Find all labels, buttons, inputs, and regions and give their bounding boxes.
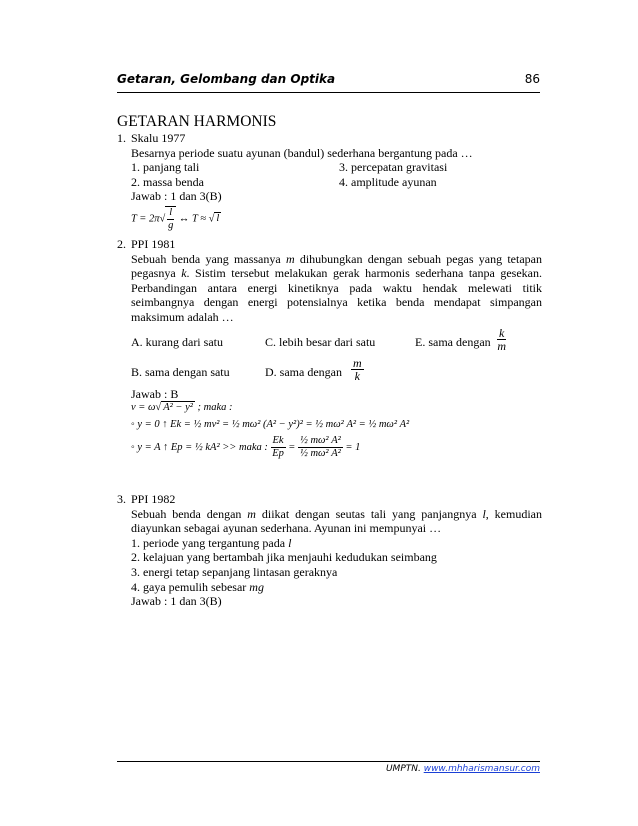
option-1: 1. periode yang tergantung pada l (131, 535, 292, 550)
option-4: 4. amplitude ayunan (339, 174, 437, 189)
option-3: 3. energi tetap sepanjang lintasan geraknya (131, 564, 338, 579)
formula-lhs: T = 2π (131, 213, 160, 225)
option-c: C. lebih besar dari satu (265, 334, 376, 349)
formula-den: g (168, 219, 174, 231)
formula-2: ◦ y = 0 ↑ Ek = ½ mv² = ½ mω² (A² − y²)² = ½ mω² A² = ½ mω² A² (131, 418, 410, 430)
formula: T = 2π√ $\frac{l}{g}$ ↔ T ≈ √ l (131, 206, 220, 231)
option-d: D. sama dengan (265, 364, 342, 379)
answer: Jawab : 1 dan 3(B) (131, 594, 222, 609)
header-title: Getaran, Gelombang dan Optika (117, 72, 336, 86)
answer: Jawab : B (131, 386, 179, 401)
question-number: 3. (117, 492, 126, 506)
answer: Jawab : 1 dan 3(B) (131, 189, 222, 204)
question-1 (117, 131, 542, 232)
option-1: 1. panjang tali (131, 160, 200, 175)
options-row-1 (131, 327, 542, 357)
formula-3: ◦ y = A ↑ Ep = ½ kA² >> maka : $\frac{Ek}{Ep}$ = $\frac{\text{½ mω² A²}}{\text{½ mω² A²}}$ = 1 (131, 435, 361, 460)
page-number: 86 (524, 72, 540, 86)
formula-1: v = ω√ A² − y² ; maka : (131, 402, 233, 414)
question-text: Sebuah benda yang massanya m dihubungkan dengan sebuah pegas yang tetapan pegasnya k. Sistim tersebut melakukan gerak harmonis sederhana tanpa gesekan. Perbandingan antara energi kinetiknya pada waktu hendak melewati titik seimbangnya dengan energi potensialnya ketika benda mendapat simpangan maksimum adalah … (131, 251, 542, 324)
question-2 (117, 237, 542, 460)
question-text: Sebuah benda dengan m diikat dengan seutas tali yang panjangnya l, kemudian diayunkan sebagai ayunan sederhana. Ayunan ini mempunyai … (131, 506, 542, 536)
section-title: GETARAN HARMONIS (117, 113, 277, 130)
option-2: 2. kelajuan yang bertambah jika menjauhi kedudukan seimbang (131, 550, 437, 565)
option-a: A. kurang dari satu (131, 334, 223, 349)
footer-link[interactable]: www.mhharismansur.com (423, 764, 540, 774)
footer-prefix: UMPTN. (385, 764, 424, 774)
option-e: E. sama dengan (415, 334, 491, 349)
option-3: 3. percepatan gravitasi (339, 160, 448, 175)
question-source: PPI 1981 (131, 237, 176, 251)
question-text: Besarnya periode suatu ayunan (bandul) sederhana bergantung pada … (131, 145, 473, 160)
question-source: Skalu 1977 (131, 131, 186, 145)
page-footer (117, 761, 540, 774)
formula-num: l (169, 206, 173, 218)
question-number: 2. (117, 237, 126, 251)
option-d-fraction: $\frac{m}{k}$ (353, 355, 362, 383)
option-e-fraction: $\frac{k}{m}$ (497, 325, 506, 353)
formula-rhs-var: l (216, 213, 220, 225)
formula-rhs: ↔ T ≈ √ (178, 213, 215, 225)
question-source: PPI 1982 (131, 492, 176, 506)
option-2: 2. massa benda (131, 174, 204, 189)
option-4: 4. gaya pemulih sebesar mg (131, 579, 264, 594)
option-b: B. sama dengan satu (131, 364, 230, 379)
question-number: 1. (117, 131, 126, 145)
options-row-2 (131, 357, 542, 387)
page-header (117, 70, 540, 93)
question-3 (117, 492, 542, 609)
